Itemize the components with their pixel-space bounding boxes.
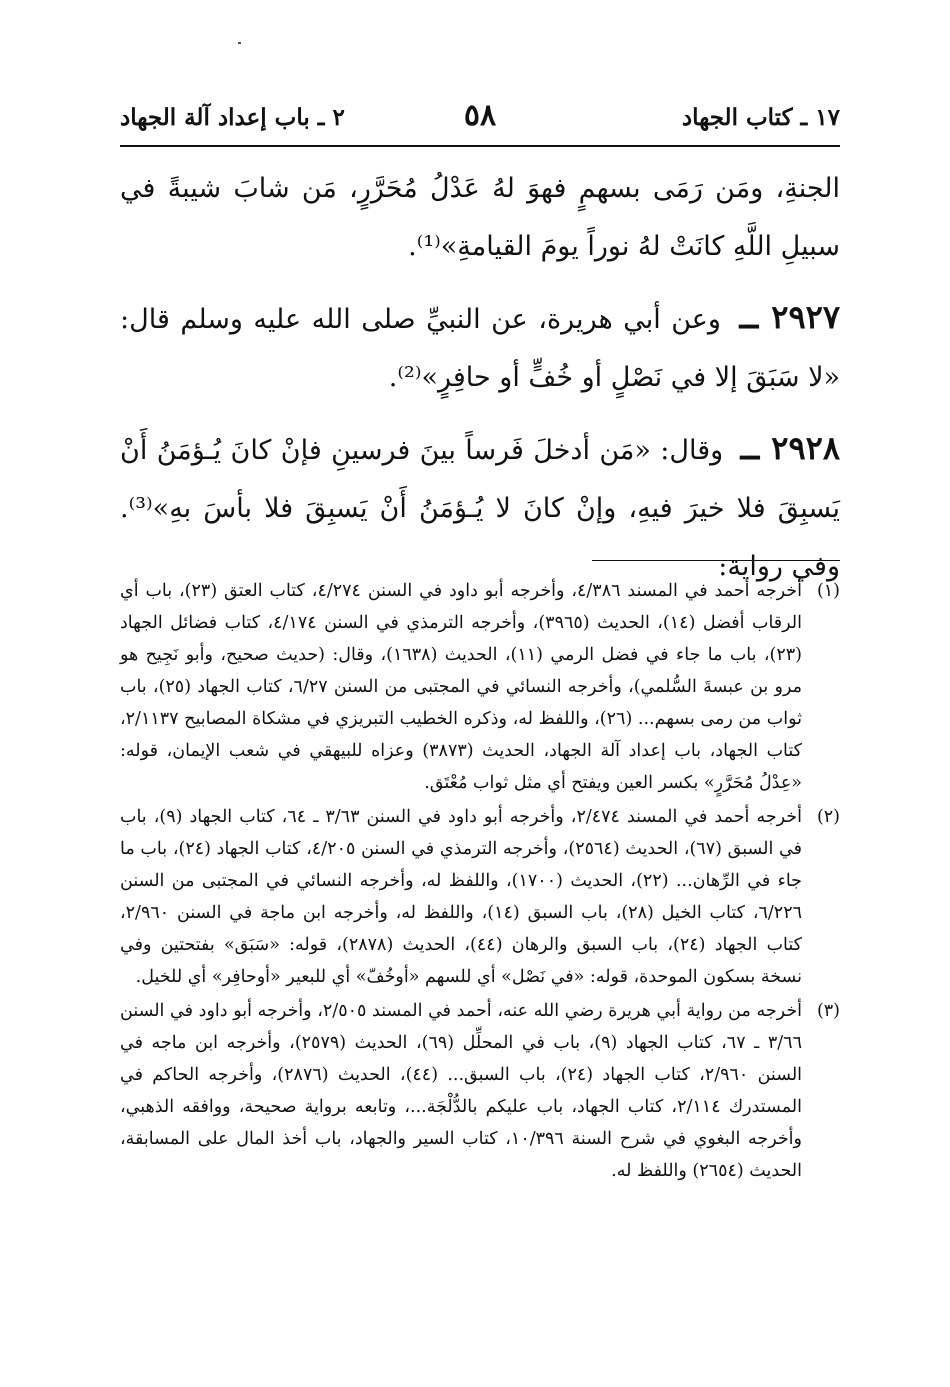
footnote-rule — [592, 560, 840, 561]
hadith-text: وقال: «مَن أدخلَ فَرساً بينَ فرسينِ فإنْ كانَ يُـؤمَنُ أَنْ يَسبِقَ فلا خيرَ فيهِ، وإنْ كانَ لا يُـؤمَنُ أَنْ يَسبِقَ فلا بأسَ بهِ»⁽³⁾. وفي رواية: — [120, 435, 840, 582]
page-number: ٥٨ — [463, 98, 497, 133]
chapter-title: ١٧ ـ كتاب الجهاد — [681, 104, 840, 131]
continuation-text: الجنةِ، ومَن رَمَى بسهمٍ فهوَ لهُ عَدْلُ مُحَرَّرٍ، مَن شابَ شيبةً في سبيلِ اللَّهِ كانَتْ لهُ نوراً يومَ القيامةِ»⁽¹⁾. — [120, 173, 840, 262]
footnote-text: أخرجه من رواية أبي هريرة رضي الله عنه، أحمد في المسند ٢/٥٠٥، وأخرجه أبو داود في السنن ٣/٦٦ ـ ٦٧، كتاب الجهاد (٩)، باب في المحلِّل (٦٩)، الحديث (٢٥٧٩)، وأخرجه ابن ماجه في السنن ٢/٩٦٠، كتاب الجهاد (٢٤)، باب السبق... (٤٤)، الحديث (٢٨٧٦)، وأخرجه الحاكم في المستدرك ٢/١١٤، كتاب الجهاد، باب عليكم بالدُّلْجَة...، وتابعه برواية صحيحة، ووافقه الذهبي، وأخرجه البغوي في شرح السنة ١٠/٣٩٦، كتاب السير والجهاد، باب أخذ المال على المسابقة، الحديث (٢٦٥٤) واللفظ له. — [120, 1001, 803, 1181]
footnote-1 — [120, 575, 840, 799]
footnotes — [120, 575, 840, 1189]
footnote-text: أخرجه أحمد في المسند ٢/٤٧٤، وأخرجه أبو داود في السنن ٣/٦٣ ـ ٦٤، كتاب الجهاد (٩)، باب في السبق (٦٧)، الحديث (٢٥٦٤)، وأخرجه الترمذي في السنن ٤/٢٠٥، كتاب الجهاد (٢٤)، باب ما جاء في الرِّهان... (٢٢)، الحديث (١٧٠٠)، واللفظ له، وأخرجه النسائي في المجتبى من السنن ٦/٢٢٦، كتاب الخيل (٢٨)، باب السبق (١٤)، واللفظ له، وأخرجه ابن ماجة في السنن ٢/٩٦٠، كتاب الجهاد (٢٤)، باب السبق والرهان (٤٤)، الحديث (٢٨٧٨)، قوله: «سَبَق» بفتحتين وفي نسخة بسكون الموحدة، قوله: «في نَصْل» أي للسهم «أوخُفّ» أي للبعير «أوحافِر» أي للخيل. — [120, 807, 803, 987]
footnote-3 — [120, 995, 840, 1187]
footnote-label: (٣) — [816, 1001, 840, 1021]
hadith-text: وعن أبي هريرة، عن النبيِّ صلى الله عليه وسلم قال: «لا سَبَقَ إلا في نَصْلٍ أو خُفٍّ أو حافِرٍ»⁽²⁾. — [120, 304, 840, 393]
footnote-text: أخرجه أحمد في المسند ٤/٣٨٦، وأخرجه أبو داود في السنن ٤/٢٧٤، كتاب العتق (٢٣)، باب أي الرقاب أفضل (١٤)، الحديث (٣٩٦٥)، وأخرجه الترمذي في السنن ٤/١٧٤، كتاب فضائل الجهاد (٢٣)، باب ما جاء في فضل الرمي (١١)، الحديث (١٦٣٨)، وقال: (حديث صحيح، وأبو نَجِيح هو مرو بن عبسةَ السُّلمي)، وأخرجه النسائي في المجتبى من السنن ٦/٢٧، كتاب الجهاد (٢٥)، باب ثواب من رمى بسهم... (٢٦)، واللفظ له، وذكره الخطيب التبريزي في مشكاة المصابيح ٢/١١٣٧، كتاب الجهاد، باب إعداد آلة الجهاد، الحديث (٣٨٧٣) وعزاه للبيهقي في شعب الإيمان، قوله: «عِدْلُ مُحَرَّرٍ» بكسر العين ويفتح أي مثل ثواب مُعْتَق. — [120, 581, 802, 793]
hadith-2928 — [120, 419, 840, 596]
footnote-label: (٢) — [816, 807, 840, 827]
section-title: ٢ ـ باب إعداد آلة الجهاد — [120, 104, 345, 131]
footnote-label: (١) — [816, 581, 840, 601]
page-header — [120, 98, 840, 142]
scan-speck — [238, 42, 241, 44]
header-rule — [120, 145, 840, 147]
hadith-2927 — [120, 288, 840, 407]
hadith-number: ٢٩٢٨ ــ — [740, 429, 840, 467]
main-text — [120, 160, 840, 608]
hadith-number: ٢٩٢٧ ــ — [739, 298, 841, 336]
hadith-continuation — [120, 160, 840, 276]
footnote-2 — [120, 801, 840, 993]
